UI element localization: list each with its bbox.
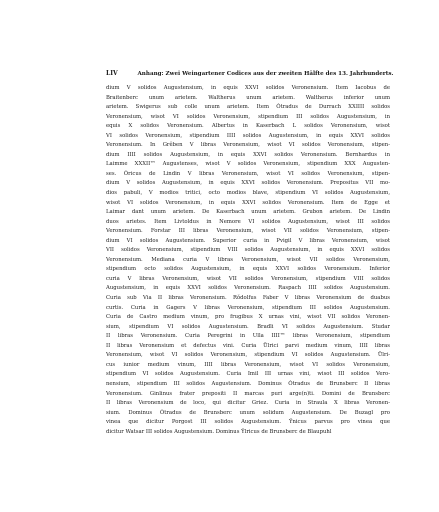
text-line: Veronensium. Forstar III libras Veronensium, wisot VII solidos Veronensium, stipen- [106,228,390,235]
text-line: duos arietes. Item Livtoldus in Nemore VI solidos Augustensium, wisot III solidos [106,218,390,225]
text-line: stipendium octo solidos Augustensium, in equis XXVI solidos Veronensium. Inferior [106,266,390,273]
page-header [106,70,394,78]
text-line: dium V solidos Augustensium, in equis XXVI solidos Veronensium. Item Iacobus de [106,85,390,91]
text-line: sium. Dominus Ǒtradus de Brunsberc unum solidum Augustensium. De Buzagl pro [106,409,390,416]
text-line: arietem. Swigerus sub colle unum arietem. Item Ǒtradus de Durrach XXIIII solidos [106,104,390,111]
text-line: wisot VI solidos Veronensium, in equis XXVI solidos Veronensium. Item de Egge et [106,199,390,206]
running-title: Anhang: Zwei Weingartener Codices aus der zweiten Hälfte des 13. Jahrhunderts. [137,71,394,77]
text-line: VI solidos Veronensium, stipendium IIII solidos Augustensium, in equis XXVI solidos [106,132,390,139]
text-line: stipendium VI solidos Augustensium. Curia Imil III urnas vini, wisot III solidos Vero- [106,371,390,378]
text-line: Veronensium. Mediana curia V libras Veronensium, wisot VII solidos Veronensium, [106,256,390,263]
text-line: dios pabuli, V modios tritici, octo modios blave, stipendium VI solidos Augustensium, [106,190,390,197]
text-line: Veronensium, wisot VI solidos Veronensium, stipendium VI solidos Augustensium. Ůlri- [106,352,390,359]
text-line: Laimar dant unum arietem. De Kaserbach unum arietem. Grubon arietem. De Lindin [106,209,390,216]
text-line: curtis. Curia in Gagers V libras Veronensium, stipendium III solidos Augustensium. [106,304,390,311]
text-line: ses. Ǒricus de Lindin V libras Veronensium, wisot VI solidos Veronensium, stipen- [106,170,390,177]
text-line: sium, stipendium VI solidos Augustensium. Bradli VI solidos Augustensium. Studar [106,323,390,330]
text-line: II libras Veronensium. Curia Peregrini in Ulla IIII™ libras Veronensium, stipendium [106,333,390,340]
text-line: Curia de Castro medium vinum, pro frugibus X urnas vini, wisot VII solidos Veronen- [106,314,390,321]
text-line: VII solidos Veronensium, stipendium VIII solidos Augustensium, in equis XXVI solidos [106,247,390,254]
text-line: dium V solidos Augustensium, in equis XXVI solidos Veronensium. Prepositus VII mo- [106,180,390,187]
text-line: Braitenberc unum arietem. Waltherus unum arietem. Waltherus inferior unum [106,94,390,101]
text-line: II libras Veronensium de loco, qui dicitur Griez. Curia in Straula X libras Veronen- [106,400,390,407]
text-line: Veronensium, wisot VI solidos Veronensium, stipendium III solidos Augustensium, in [106,113,390,120]
text-line: dium IIII solidos Augustensium, in equis XXVI solidos Veronensium. Bernhardus in [106,151,390,158]
text-line: nensium, stipendium III solidos Augustensium. Dominus Ǒtradus de Brunsberc II libras [106,380,390,387]
text-line: Curia sub Via II libras Veronensium. Rǒdolfus Faber V libras Veronensium de duabus [106,295,390,302]
text-line: cus iunior medium vinum, IIII libras Veronensium, wisot VI solidos Veronensium, [106,361,390,368]
text-line: curia V libras Veronensium, wisot VII solidos Veronensium, stipendium VIII solidos [106,275,390,282]
text-line: Veronensium. Ginlinus frater prepositi II marcas puri arge(n)ti. Domini de Brunsberc [106,390,390,397]
text-line: II libras Veronensium et defectus vini. Curia Ůlrici parvi medium vinum, IIII libras [106,342,390,349]
text-line: Veronensium. In Grêben V libras Veronensium, wisot VI solidos Veronensium, stipen- [106,142,390,149]
text-line: dium VI solidos Augustensium. Superior curia in Pvigil V libras Veronensium, wisot [106,237,390,244]
body-text [106,84,390,437]
text-line: equis X solidos Veronensium. Albertus in Kaserbach L solidos Veronensium, wisot [106,123,390,130]
text-line: Laimme XXXII™ Augustenses, wisot V solidos Veronensium, stipendium XXX Augusten- [106,161,390,168]
text-line: Augustensium, in equis XXVI solidos Veronensium. Raspach IIII solidos Augustensium. [106,285,390,292]
text-line: vinea que dicitur Porgost III solidos Augustensium. Ÿnicus parvus pro vinea que [106,419,390,426]
text-line: dicitur Watsar III solidos Augustensium. Dominus Ÿlricus de Brunsberc de Blaupuhl [106,428,332,435]
page-number: LIV [106,70,118,77]
